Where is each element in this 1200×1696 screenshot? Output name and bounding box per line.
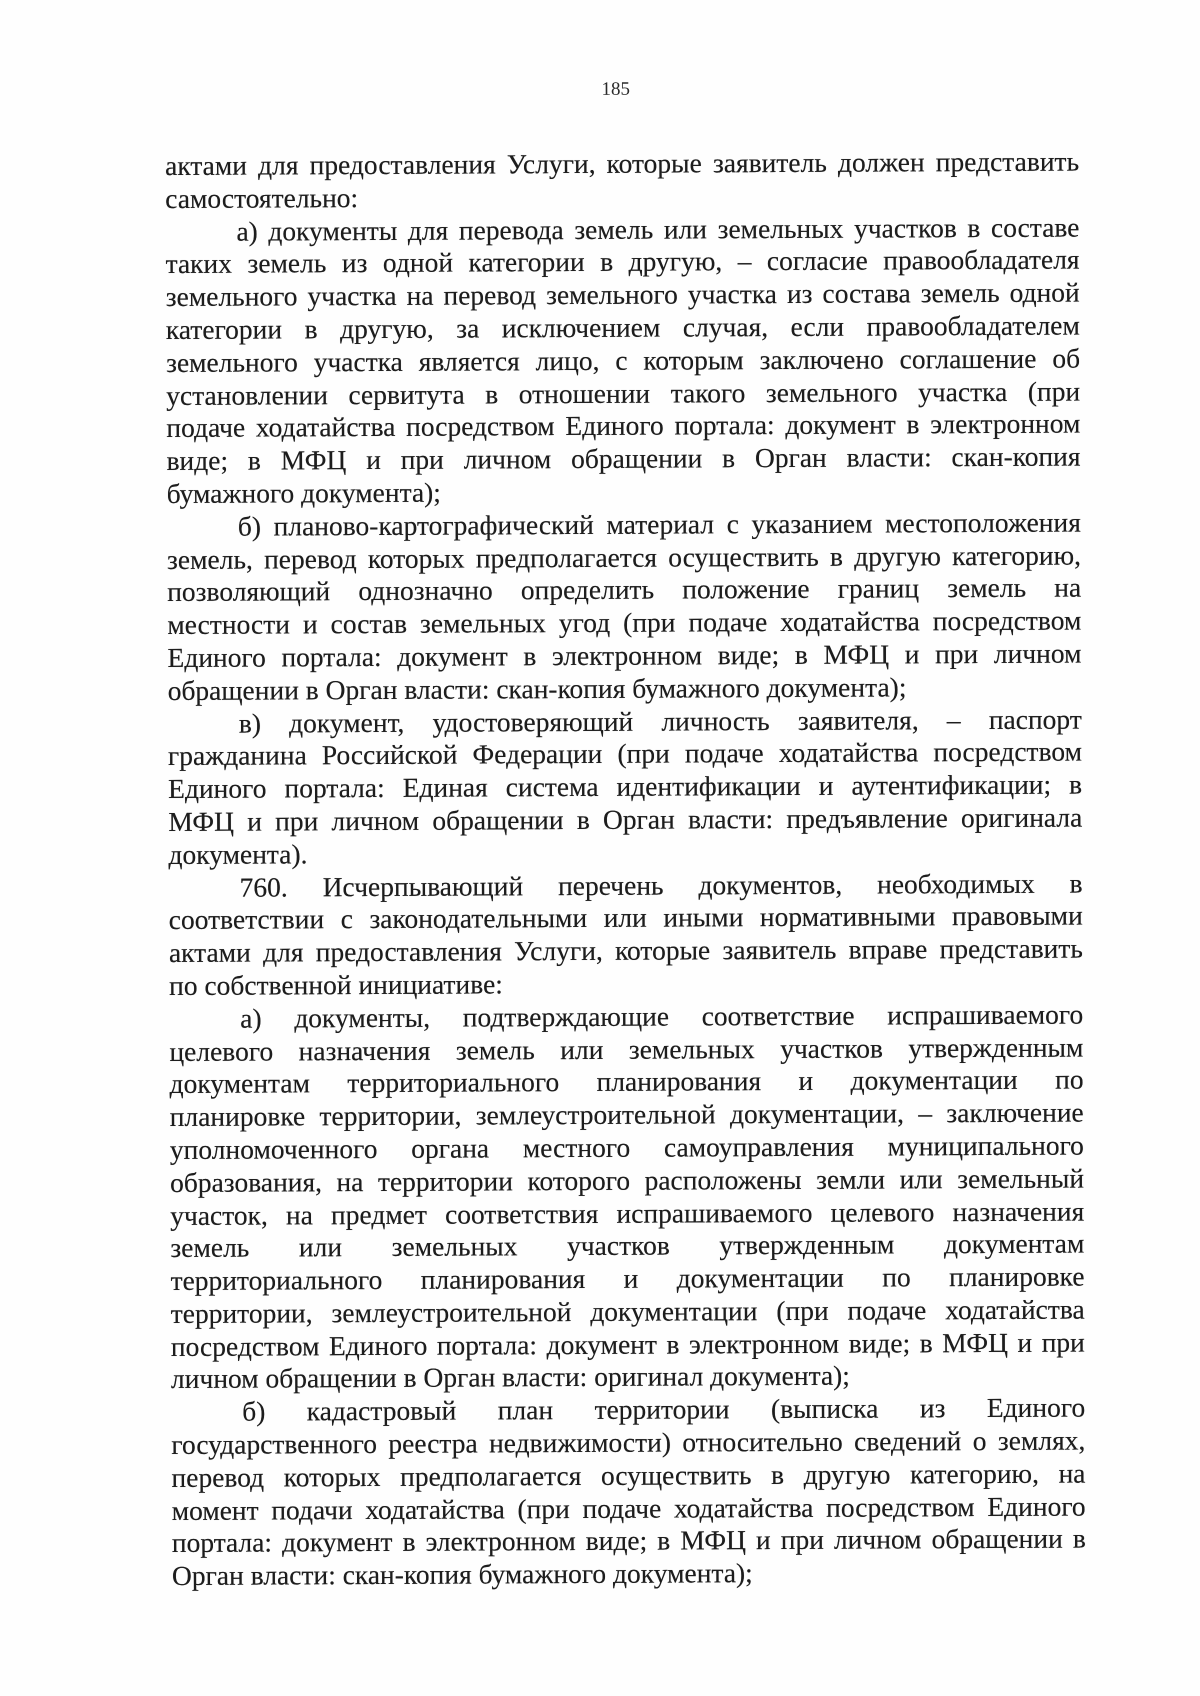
text-line: местности и состав земельных угод (при подаче ходатайства посредством — [167, 604, 1082, 641]
text-line: территориального планирования и документации по планировке — [170, 1260, 1085, 1297]
text-line: бумажного документа); — [166, 476, 441, 509]
text-line: категории в другую, за исключением случая, если правообладателем — [165, 309, 1080, 345]
text-line: документам территориального планирования и документации по — [169, 1063, 1084, 1100]
text-line: Орган власти: скан-копия бумажного документа); — [171, 1557, 753, 1592]
text-line: таких земель из одной категории в другую, – согласие правообладателя — [165, 243, 1080, 280]
text-line: по собственной инициативе: — [169, 968, 503, 1001]
text-line: момент подачи ходатайства (при подаче ходатайства посредством Единого — [171, 1490, 1086, 1526]
text-line: документа). — [168, 838, 308, 870]
text-line: а) документы для перевода земель или земельных участков в составе — [236, 211, 1080, 247]
text-line: земельного участка является лицо, с которым заключено соглашение об — [165, 342, 1081, 378]
text-line: образования, на территории которого расположены земли или земельный — [169, 1162, 1085, 1198]
text-line: личном обращении в Орган власти: оригинал документа); — [170, 1360, 850, 1395]
text-line: 760. Исчерпывающий перечень документов, необходимых в — [239, 867, 1083, 903]
text-line: земель или земельных участков утвержденным документам — [170, 1227, 1085, 1264]
text-line: установлении сервитута в отношении такого земельного участка (при — [166, 375, 1081, 411]
paragraph-continuation — [165, 146, 1079, 216]
text-line: территории, землеустроительной документации (при подаче ходатайства — [170, 1293, 1085, 1329]
text-line: гражданина Российской Федерации (при подаче ходатайства посредством — [167, 735, 1083, 772]
text-line: актами для предоставления Услуги, которые заявитель вправе представить — [168, 932, 1083, 969]
text-line: планировке территории, землеустроительной документации, – заключение — [169, 1096, 1084, 1133]
text-line: участок, на предмет соответствия испрашиваемого целевого назначения — [170, 1195, 1085, 1231]
text-line: самостоятельно: — [165, 181, 359, 214]
text-line: перевод которых предполагается осуществить в другую категорию, на — [171, 1457, 1086, 1493]
page-number: 185 — [601, 78, 631, 100]
text-line: Единого портала: документ в электронном виде; в МФЦ и при личном — [167, 637, 1082, 673]
body-text — [165, 146, 1086, 1594]
text-line: целевого назначения земель или земельных участков утвержденным — [169, 1031, 1084, 1067]
paragraph-item-v — [168, 703, 1083, 871]
text-line: земель, перевод которых предполагается осуществить в другую категорию, — [166, 539, 1082, 575]
text-line: обращении в Орган власти: скан-копия бумажного документа); — [167, 671, 907, 706]
text-line: актами для предоставления Услуги, которые заявитель должен представить — [165, 145, 1080, 181]
text-line: соответствии с законодательными или иными нормативными правовыми — [168, 899, 1083, 936]
text-line: уполномоченного органа местного самоуправления муниципального — [169, 1129, 1084, 1165]
text-line: Единого портала: Единая система идентификации и аутентификации; в — [168, 768, 1083, 805]
paragraph-item-a — [165, 211, 1080, 511]
text-line: виде; в МФЦ и при личном обращении в Орган власти: скан-копия — [166, 440, 1081, 477]
text-line: а) документы, подтверждающие соответствие испрашиваемого — [240, 998, 1084, 1034]
text-line: позволяющий однозначно определить положение границ земель на — [167, 571, 1082, 608]
paragraph-clause-760 — [169, 867, 1084, 1003]
text-line: МФЦ и при личном обращении в Орган власти: предъявление оригинала — [168, 801, 1083, 837]
text-line: портала: документ в электронном виде; в МФЦ и при личном обращении в — [171, 1522, 1086, 1559]
text-line: государственного реестра недвижимости) относительно сведений о землях, — [171, 1424, 1086, 1461]
text-line: земельного участка на перевод земельного участка из состава земель одной — [165, 276, 1080, 313]
text-line: б) планово-картографический материал с указанием местоположения — [237, 506, 1081, 542]
paragraph-item-b — [167, 506, 1082, 707]
text-line: б) кадастровый план территории (выписка из Единого — [242, 1391, 1086, 1427]
text-line: в) документ, удостоверяющий личность заявителя, – паспорт — [238, 703, 1082, 739]
paragraph-item-a — [169, 998, 1085, 1396]
text-line: подаче ходатайства посредством Единого портала: документ в электронном — [166, 407, 1081, 444]
paragraph-item-b — [171, 1392, 1086, 1593]
text-line: посредством Единого портала: документ в электронном виде; в МФЦ и при — [170, 1326, 1085, 1362]
